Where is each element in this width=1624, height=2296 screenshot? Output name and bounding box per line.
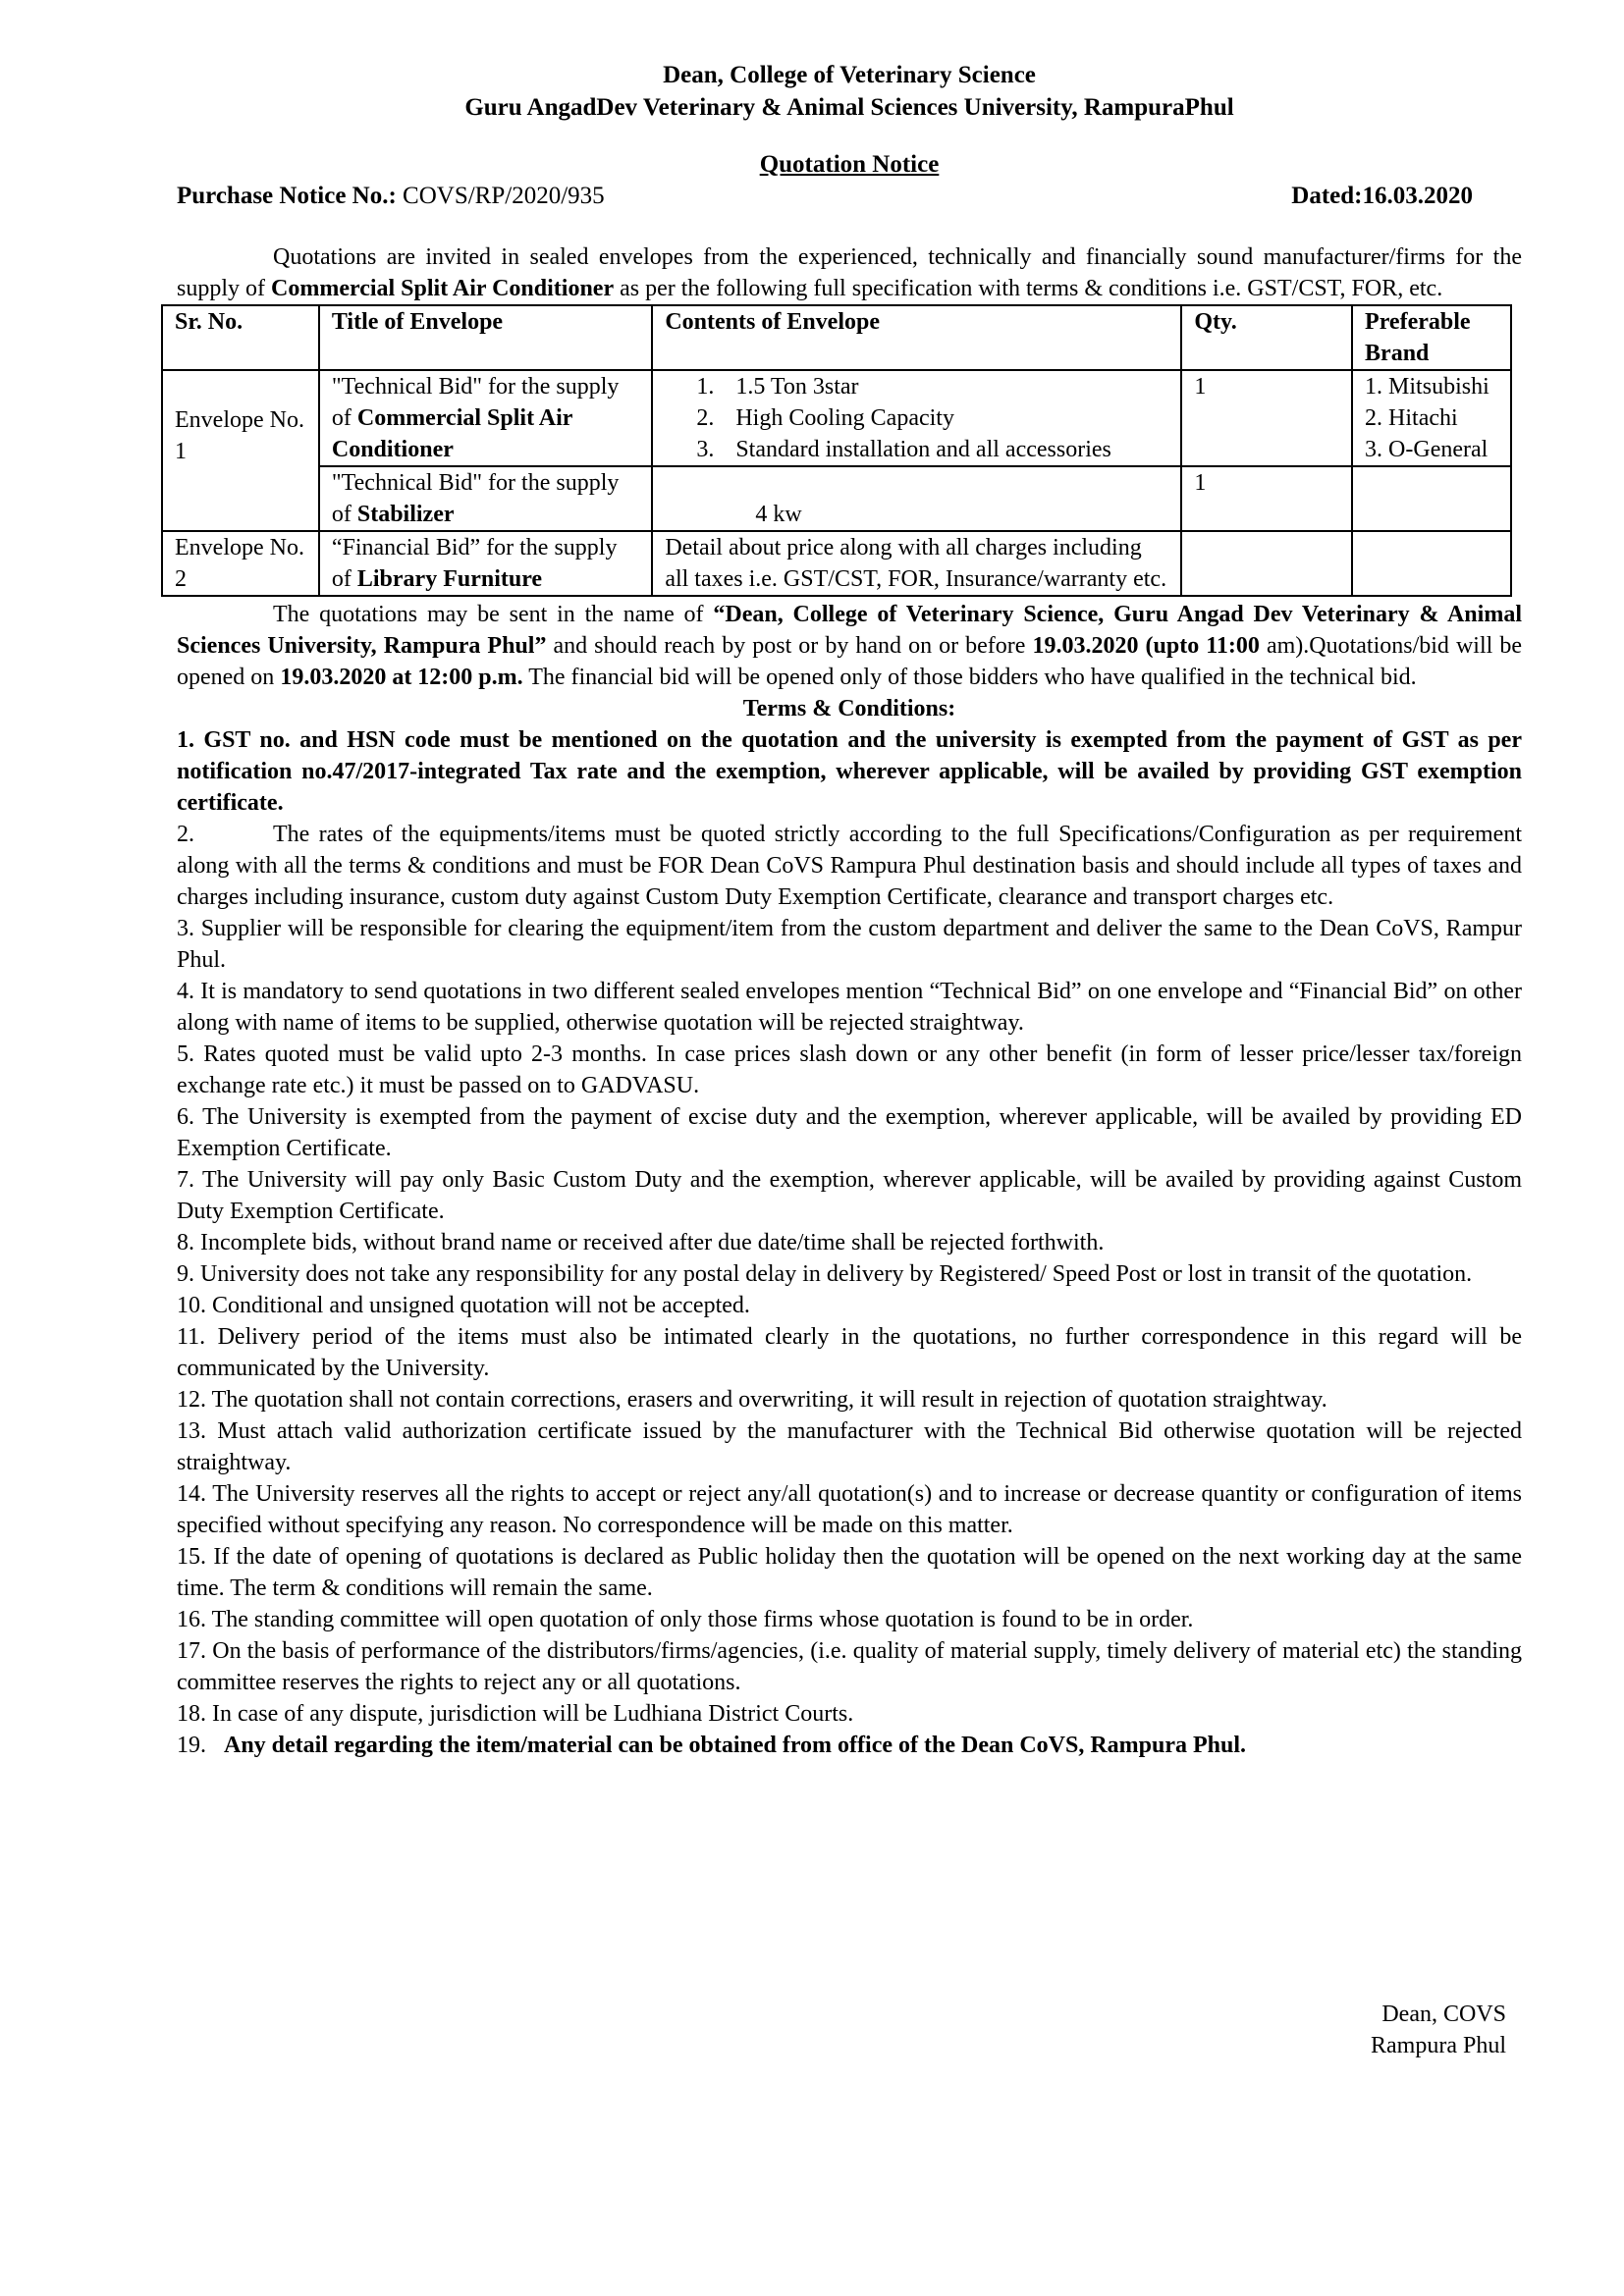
- row2-contents: [652, 466, 1181, 531]
- term-7: 7. The University will pay only Basic Custom Duty and the exemption, wherever applicable, will be availed by providing against Custom Duty Exemption Certificate.: [177, 1167, 1522, 1224]
- issuer-line-2: Guru AngadDev Veterinary & Animal Sciences University, RampuraPhul: [464, 94, 1234, 121]
- row2-title-text: "Technical Bid" for the supply of: [331, 470, 620, 527]
- row1-content-3: Standard installation and all accessories: [735, 437, 1111, 462]
- term-14: 14. The University reserves all the rights to accept or reject any/all quotation(s) and to increase or decrease quantity or configuration of items specified without specifying any reason. No correspondence will be made on this matter.: [177, 1481, 1522, 1538]
- row3-title-item: Library Furniture: [356, 566, 543, 592]
- header-qty: Qty.: [1181, 305, 1352, 370]
- term-2-text: The rates of the equipments/items must be quoted strictly according to the full Specifications/Configuration as per requirement along with all the terms & conditions and must be FOR Dean CoVS Rampura Phul destination basis and should include all types of taxes and charges including insurance, custom duty against Custom Duty Exemption Certificate, clearance and transport charges etc.: [177, 822, 1522, 910]
- row1-content-2: High Cooling Capacity: [735, 405, 954, 431]
- term-1: 1. GST no. and HSN code must be mentioned on the quotation and the university is exempted from the payment of GST as per notification no.47/2017-integrated Tax rate and the exemption, wherever applicable, will be availed by providing GST exemption certificate.: [177, 727, 1522, 816]
- term-8: 8. Incomplete bids, without brand name or received after due date/time shall be rejected forthwith.: [177, 1230, 1105, 1255]
- term-2-number: 2.: [177, 822, 194, 847]
- term-9: 9. University does not take any responsibility for any postal delay in delivery by Registered/ Speed Post or lost in transit of the quotation.: [177, 1261, 1473, 1287]
- intro-text-2: as per the following full specification with terms & conditions i.e. GST/CST, FOR, etc.: [614, 276, 1443, 301]
- term-4: 4. It is mandatory to send quotations in two different sealed envelopes mention “Technical Bid” on one envelope and “Financial Bid” on other along with name of items to be supplied, otherwise quotation will be rejected straightway.: [177, 979, 1522, 1036]
- purchase-notice-number: [177, 181, 605, 212]
- intro-text-1: Quotations are invited in sealed envelopes from the experienced, technically and financially sound manufacturer/firms for the supply of: [177, 244, 1522, 301]
- intro-item: Commercial Split Air Conditioner: [271, 276, 615, 301]
- term-19-text: Any detail regarding the item/material can be obtained from office of the Dean CoVS, Rampura Phul.: [224, 1733, 1247, 1758]
- intro-paragraph: [177, 241, 1522, 304]
- term-17: 17. On the basis of performance of the distributors/firms/agencies, (i.e. quality of material supply, timely delivery of material etc) the standing committee reserves the rights to reject any or all quotations.: [177, 1638, 1522, 1695]
- row1-title: [319, 370, 652, 466]
- notice-title: Quotation Notice: [759, 151, 940, 178]
- addressee-name: “Dean, College of Veterinary Science, Guru Angad Dev Veterinary & Animal Sciences University, Rampura Phul”: [177, 602, 1522, 659]
- table-row: [162, 531, 1511, 596]
- signature-block: [1371, 1999, 1506, 2061]
- notice-number-row: [177, 181, 1522, 212]
- table-row: [162, 466, 1511, 531]
- term-13: 13. Must attach valid authorization certificate issued by the manufacturer with the Technical Bid otherwise quotation will be rejected straightway.: [177, 1418, 1522, 1475]
- envelope-2-label: Envelope No. 2: [162, 531, 319, 596]
- row1-brands: [1352, 370, 1511, 466]
- send-text-1: The quotations may be sent in the name of: [273, 602, 714, 627]
- submission-paragraph: [177, 599, 1522, 693]
- brand-3: 3. O-General: [1365, 437, 1489, 462]
- term-6: 6. The University is exempted from the payment of excise duty and the exemption, wherever applicable, will be availed by providing ED Exemption Certificate.: [177, 1104, 1522, 1161]
- row3-title: [319, 531, 652, 596]
- row2-qty: 1: [1181, 466, 1352, 531]
- brand-2: 2. Hitachi: [1365, 405, 1458, 431]
- envelope-1-cell: [162, 370, 319, 531]
- due-date: 19.03.2020 (upto 11:00: [1032, 633, 1260, 659]
- term-15: 15. If the date of opening of quotations is declared as Public holiday then the quotation will be opened on the next working day at the same time. The term & conditions will remain the same.: [177, 1544, 1522, 1601]
- row2-content-text: 4 kw: [755, 502, 802, 527]
- send-text-3: am).Quotations/bid will be opened on: [177, 633, 1522, 690]
- signature-title: Dean, COVS: [1381, 2002, 1506, 2027]
- row1-qty: 1: [1181, 370, 1352, 466]
- purchase-notice-label: Purchase Notice No.:: [177, 183, 397, 209]
- term-16: 16. The standing committee will open quotation of only those firms whose quotation is found to be in order.: [177, 1607, 1194, 1632]
- row3-title-text: “Financial Bid” for the supply of: [331, 535, 618, 592]
- row1-title-item: Commercial Split Air Conditioner: [331, 405, 572, 462]
- brand-1: 1. Mitsubishi: [1365, 374, 1489, 400]
- notice-date: Dated:16.03.2020: [1291, 183, 1473, 209]
- terms-title: Terms & Conditions:: [742, 696, 956, 721]
- term-3: 3. Supplier will be responsible for clearing the equipment/item from the custom department and deliver the same to the Dean CoVS, Rampur Phul.: [177, 916, 1522, 973]
- envelope-1-label: Envelope No. 1: [175, 407, 304, 464]
- opening-date: 19.03.2020 at 12:00 p.m.: [280, 665, 523, 690]
- list-item: 3. Standard installation and all accessories: [665, 434, 1168, 465]
- header-contents: Contents of Envelope: [652, 305, 1181, 370]
- row3-qty: [1181, 531, 1352, 596]
- row3-contents: Detail about price along with all charges including all taxes i.e. GST/CST, FOR, Insurance/warranty etc.: [652, 531, 1181, 596]
- row1-content-1: 1.5 Ton 3star: [735, 374, 859, 400]
- list-item: 1. 1.5 Ton 3star: [665, 371, 1168, 402]
- row2-title: [319, 466, 652, 531]
- send-text-2: and should reach by post or by hand on or before: [546, 633, 1033, 659]
- issuer-line-1: Dean, College of Veterinary Science: [663, 62, 1036, 88]
- table-header-row: [162, 305, 1511, 370]
- document-page: [177, 59, 1522, 1761]
- signature-place: Rampura Phul: [1371, 2033, 1506, 2058]
- list-item: 2. High Cooling Capacity: [665, 402, 1168, 434]
- row2-title-item: Stabilizer: [356, 502, 455, 527]
- row1-title-text: "Technical Bid" for the supply of: [331, 374, 620, 431]
- term-18: 18. In case of any dispute, jurisdiction will be Ludhiana District Courts.: [177, 1701, 854, 1727]
- specification-table: [161, 304, 1512, 597]
- term-11: 11. Delivery period of the items must also be intimated clearly in the quotations, no further correspondence in this regard will be communicated by the University.: [177, 1324, 1522, 1381]
- term-12: 12. The quotation shall not contain corrections, erasers and overwriting, it will result in rejection of quotation straightway.: [177, 1387, 1327, 1413]
- send-text-4: The financial bid will be opened only of those bidders who have qualified in the technical bid.: [522, 665, 1417, 690]
- term-10: 10. Conditional and unsigned quotation will not be accepted.: [177, 1293, 750, 1318]
- header-sr-no: Sr. No.: [162, 305, 319, 370]
- term-19-number: 19.: [177, 1733, 206, 1758]
- term-2: [177, 819, 1522, 913]
- header-title: Title of Envelope: [319, 305, 652, 370]
- header-brand: Preferable Brand: [1352, 305, 1511, 370]
- term-5: 5. Rates quoted must be valid upto 2-3 months. In case prices slash down or any other benefit (in form of lesser price/lesser tax/foreign exchange rate etc.) it must be passed on to GADVASU.: [177, 1041, 1522, 1098]
- term-19: [177, 1730, 1522, 1761]
- row2-brand: [1352, 466, 1511, 531]
- row1-contents: [652, 370, 1181, 466]
- purchase-notice-value: COVS/RP/2020/935: [396, 183, 605, 209]
- row3-brand: [1352, 531, 1511, 596]
- table-row: [162, 370, 1511, 466]
